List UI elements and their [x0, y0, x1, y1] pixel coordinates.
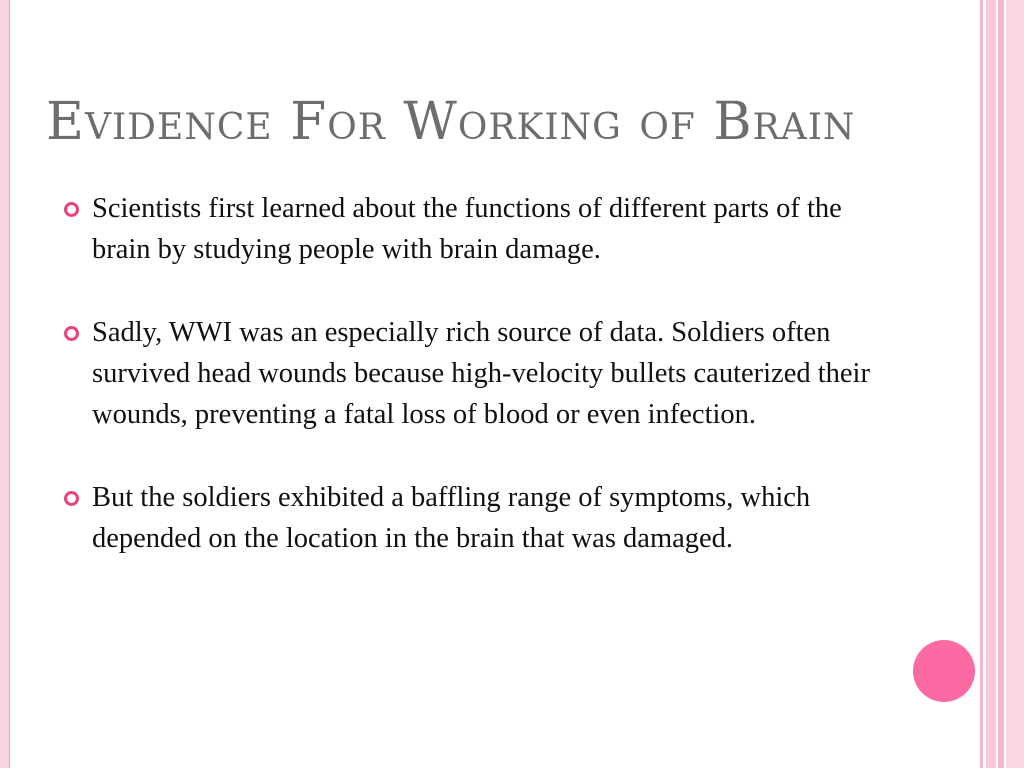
- right-decorative-stripes: [980, 0, 1024, 768]
- hollow-circle-bullet-icon: [64, 491, 79, 506]
- bullet-list: [62, 188, 902, 601]
- left-decorative-border: [0, 0, 10, 768]
- bullet-text: Sadly, WWI was an especially rich source of data. Soldiers often survived head wounds because high-velocity bullets cauterized their wounds, preventing a fatal loss of blood or even infection.: [92, 317, 870, 430]
- bullet-item: [62, 477, 902, 559]
- bullet-text: But the soldiers exhibited a baffling range of symptoms, which depended on the location in the brain that was damaged.: [92, 482, 811, 554]
- stripe: [986, 0, 996, 768]
- slide-title: Evidence For Working of Brain: [46, 92, 856, 152]
- bullet-item: [62, 188, 902, 270]
- hollow-circle-bullet-icon: [64, 202, 79, 217]
- stripe: [1006, 0, 1024, 768]
- decorative-pink-circle: [913, 640, 975, 702]
- hollow-circle-bullet-icon: [64, 326, 79, 341]
- bullet-item: [62, 312, 902, 435]
- bullet-text: Scientists first learned about the functions of different parts of the brain by studying people with brain damage.: [92, 193, 842, 265]
